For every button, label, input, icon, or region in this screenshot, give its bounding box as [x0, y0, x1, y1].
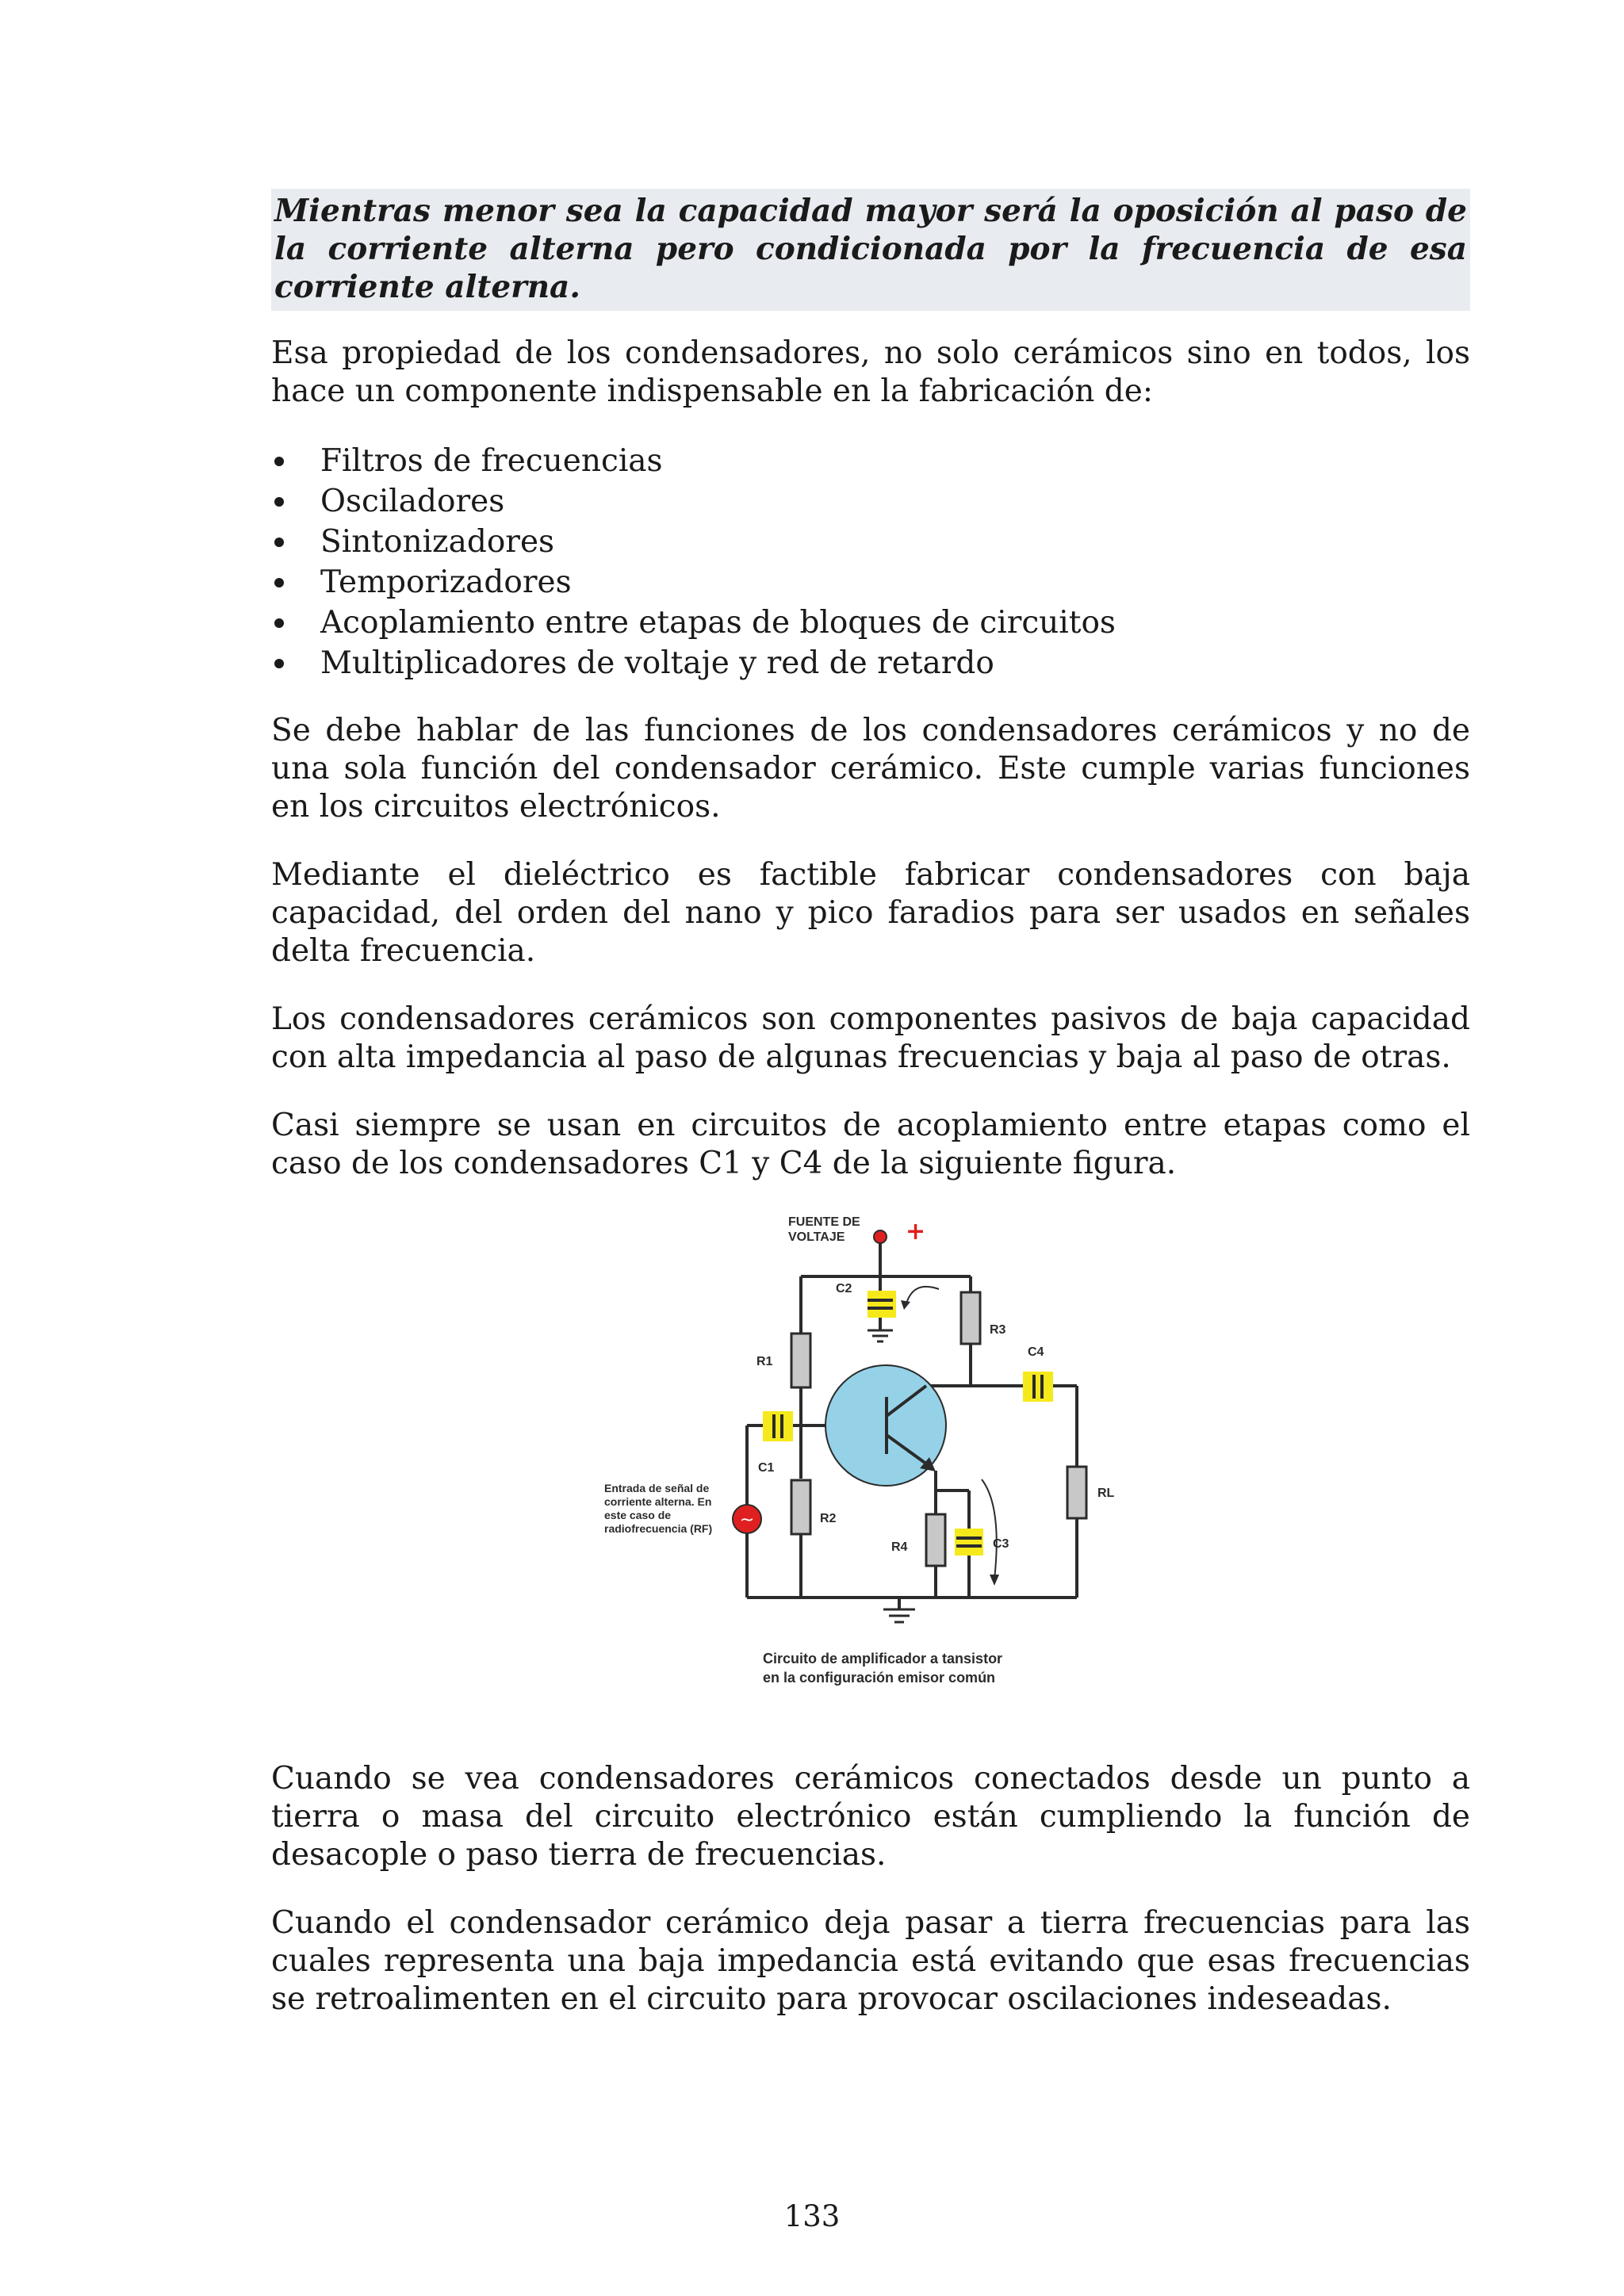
- list-item: Multiplicadores de voltaje y red de retardo: [271, 643, 1470, 683]
- source-label: Entrada de señal de: [604, 1482, 710, 1494]
- bullet-icon: [274, 538, 284, 547]
- list-item: Filtros de frecuencias: [271, 441, 1470, 481]
- list-item: Osciladores: [271, 481, 1470, 522]
- r1-label: R1: [756, 1355, 773, 1368]
- bullet-icon: [274, 457, 284, 466]
- intro-paragraph: Esa propiedad de los condensadores, no solo cerámicos sino en todos, los hace un componente indispensable en la fabricación de:: [271, 335, 1470, 409]
- source-label: radiofrecuencia (RF): [604, 1522, 713, 1535]
- bypass-paragraph: Cuando el condensador cerámico deja pasar a tierra frecuencias para las cuales representa una baja impedancia está evitando que esas frecuencias se retroalimenten en el circuito para provocar oscilaciones indeseadas.: [271, 1905, 1470, 2017]
- coupling-paragraph: Casi siempre se usan en circuitos de acoplamiento entre etapas como el caso de los condensadores C1 y C4 de la siguiente figura.: [271, 1108, 1470, 1181]
- highlighted-statement: Mientras menor sea la capacidad mayor será la oposición al paso de la corriente alterna pero condicionada por la frecuencia de esa corriente alterna.: [271, 189, 1470, 311]
- page-content: [271, 189, 1470, 2049]
- bullet-icon: [274, 497, 284, 507]
- page-number: 133: [783, 2199, 841, 2233]
- resistor-icon: [926, 1514, 945, 1566]
- source-label: este caso de: [604, 1509, 672, 1521]
- rl-label: RL: [1097, 1487, 1115, 1500]
- resistor-icon: [1067, 1467, 1086, 1518]
- capacitor-highlight: [1023, 1372, 1053, 1402]
- amplifier-circuit-figure: [271, 1213, 1470, 1728]
- capacitor-highlight: [868, 1291, 896, 1318]
- figure-caption: en la configuración emisor común: [763, 1670, 996, 1686]
- current-arrow-icon: [906, 1287, 939, 1307]
- supply-terminal-icon: [874, 1230, 887, 1243]
- r3-label: R3: [990, 1323, 1006, 1337]
- resistor-icon: [791, 1334, 810, 1387]
- supply-label: FUENTE DE: [788, 1215, 860, 1229]
- plus-icon: +: [906, 1218, 926, 1246]
- r4-label: R4: [891, 1540, 908, 1554]
- resistor-icon: [791, 1480, 810, 1534]
- c4-label: C4: [1028, 1345, 1044, 1359]
- c3-label: C3: [993, 1537, 1009, 1551]
- list-item: Temporizadores: [271, 562, 1470, 603]
- impedance-paragraph: Los condensadores cerámicos son componentes pasivos de baja capacidad con alta impedancia al paso de algunas frecuencias y baja al paso de otras.: [271, 1001, 1470, 1075]
- current-arrow-icon: [982, 1479, 997, 1579]
- supply-label: VOLTAJE: [788, 1230, 845, 1244]
- c1-label: C1: [758, 1461, 775, 1475]
- circuit-diagram: [271, 1213, 1470, 1728]
- bullet-icon: [274, 659, 284, 668]
- capacitor-highlight: [763, 1411, 793, 1441]
- list-item: Sintonizadores: [271, 522, 1470, 562]
- figure-caption: Circuito de amplificador a tansistor: [763, 1651, 1003, 1667]
- bullet-icon: [274, 578, 284, 587]
- list-item: Acoplamiento entre etapas de bloques de circuitos: [271, 603, 1470, 643]
- bullet-icon: [274, 618, 284, 628]
- capacitor-highlight: [955, 1529, 983, 1556]
- dielectric-paragraph: Mediante el dieléctrico es factible fabricar condensadores con baja capacidad, del orden del nano y pico faradios para ser usados en señales delta frecuencia.: [271, 857, 1470, 969]
- source-label: corriente alterna. En: [604, 1495, 712, 1508]
- r2-label: R2: [820, 1512, 837, 1525]
- applications-list: [271, 441, 1470, 683]
- sine-wave-icon: ~: [739, 1510, 755, 1530]
- resistor-icon: [961, 1292, 980, 1344]
- decoupling-paragraph: Cuando se vea condensadores cerámicos conectados desde un punto a tierra o masa del circuito electrónico están cumpliendo la función de desacople o paso tierra de frecuencias.: [271, 1761, 1470, 1873]
- c2-label: C2: [836, 1282, 852, 1295]
- functions-paragraph: Se debe hablar de las funciones de los condensadores cerámicos y no de una sola función del condensador cerámico. Este cumple varias funciones en los circuitos electrónicos.: [271, 713, 1470, 825]
